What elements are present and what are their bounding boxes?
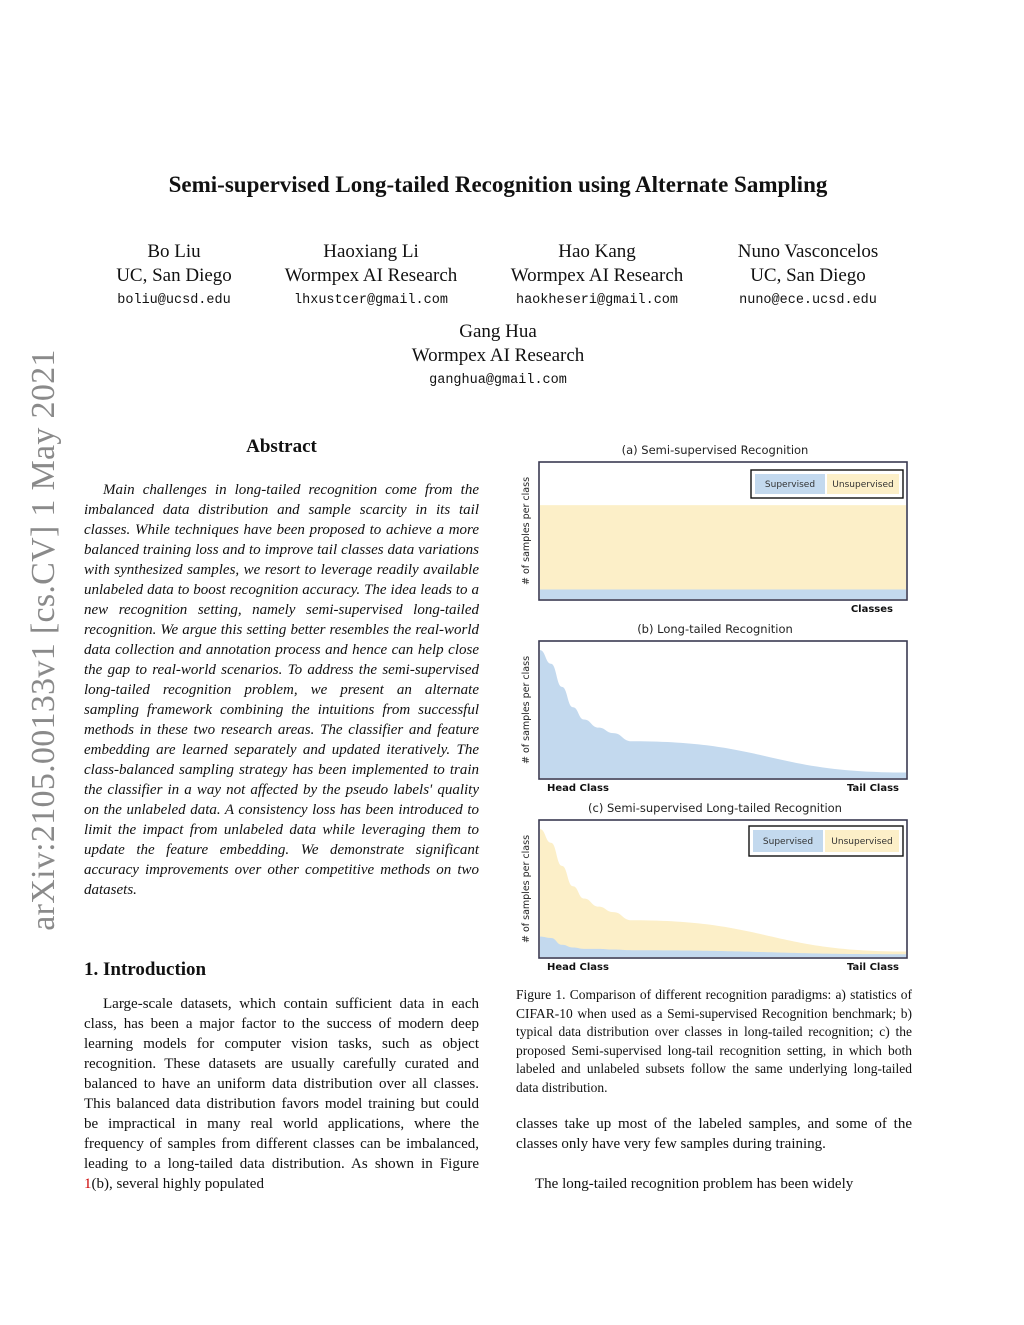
author-email[interactable]: haokheseri@gmail.com	[515, 293, 679, 308]
author-name: Bo Liu	[147, 241, 201, 262]
author-block	[241, 240, 501, 313]
author-block	[678, 240, 938, 313]
legend-label-supervised: Supervised	[764, 480, 816, 490]
chart-b-xtick-head: Head Class	[547, 783, 609, 794]
abstract-heading: Abstract	[246, 436, 317, 457]
chart-c	[521, 801, 907, 973]
author-affiliation: Wormpex AI Research	[510, 265, 684, 286]
author-email[interactable]: ganghua@gmail.com	[429, 373, 567, 388]
chart-a-supervised-area	[540, 589, 906, 599]
author-affiliation: UC, San Diego	[116, 265, 232, 286]
author-name: Nuno Vasconcelos	[737, 241, 879, 262]
chart-c-title: (c) Semi-supervised Long-tailed Recognition	[588, 801, 842, 815]
author-name: Gang Hua	[459, 321, 537, 342]
author-email[interactable]: boliu@ucsd.edu	[117, 293, 231, 308]
author-name: Hao Kang	[558, 241, 636, 262]
author-block	[368, 320, 628, 393]
chart-b-xtick-tail: Tail Class	[846, 783, 899, 794]
figure-reference-link[interactable]: 1	[84, 1176, 92, 1192]
paper-title: Semi-supervised Long-tailed Recognition using Alternate Sampling	[168, 172, 828, 197]
chart-a-unsupervised-area	[540, 505, 906, 599]
chart-a-title: (a) Semi-supervised Recognition	[621, 443, 809, 457]
chart-b-ylabel: # of samples per class	[521, 655, 532, 765]
author-email[interactable]: nuno@ece.ucsd.edu	[739, 293, 877, 308]
chart-a-ylabel: # of samples per class	[521, 476, 532, 586]
intro-text-part: (b), several highly populated	[91, 1176, 264, 1192]
chart-b	[521, 622, 907, 794]
chart-c-xtick-head: Head Class	[547, 962, 609, 973]
author-affiliation: Wormpex AI Research	[411, 345, 585, 366]
legend-label-unsupervised: Unsupervised	[831, 837, 893, 847]
introduction-text	[84, 994, 479, 1194]
chart-c-ylabel: # of samples per class	[521, 834, 532, 944]
chart-c-legend	[749, 826, 903, 856]
author-email[interactable]: lhxustcer@gmail.com	[294, 293, 448, 308]
intro-text-part: Large-scale datasets, which contain sufficient data in each class, has been a major factor to the success of modern deep learning models for computer vision tasks, such as object recognition. These datasets are usually carefully curated and balanced to have an uniform data distribution over all classes. This balanced data distribution favors model training but could be impractical in many real world applications, where the frequency of samples from different classes can be imbalanced, leading to a long-tailed data distribution. As shown in Figure	[84, 996, 479, 1172]
chart-a-legend	[751, 470, 903, 498]
right-column-paragraph: classes take up most of the labeled samples, and some of the classes only have very few samples during training.	[516, 1116, 912, 1152]
legend-label-supervised: Supervised	[762, 837, 814, 847]
chart-b-title: (b) Long-tailed Recognition	[637, 622, 793, 636]
abstract-text: Main challenges in long-tailed recognition come from the imbalanced data distribution and sample scarcity in its tail classes. While techniques have been proposed to achieve a more balanced training loss and to improve tail classes data variations with synthesized samples, we resort to leverage readily available unlabeled data to boost recognition accuracy. The idea leads to a new recognition setting, namely semi-supervised long-tailed recognition. We argue this setting better resembles the real-world data collection and annotation process and hence can help close the gap to real-world scenarios. To address the semi-supervised long-tailed recognition problem, we present an alternate sampling framework combining the intuitions from successful methods in these two research areas. The classifier and feature embedding are learned separately and updated iteratively. The class-balanced sampling strategy has been implemented to train the classifier in a way not affected by the pseudo labels' quality on the unlabeled data. A consistency loss has been introduced to limit the impact from unlabeled data while leveraging them to update the feature embedding. We demonstrate significant accuracy improvements over other competitive methods on two datasets.	[84, 482, 479, 898]
legend-label-unsupervised: Unsupervised	[832, 480, 894, 490]
right-column-paragraph: The long-tailed recognition problem has been widely	[535, 1176, 854, 1192]
chart-a-xlabel: Classes	[850, 604, 893, 615]
author-affiliation: UC, San Diego	[750, 265, 866, 286]
figure-1	[515, 438, 925, 978]
author-affiliation: Wormpex AI Research	[284, 265, 458, 286]
chart-c-xtick-tail: Tail Class	[846, 962, 899, 973]
section-heading: 1. Introduction	[84, 959, 207, 980]
figure-caption: Figure 1. Comparison of different recognition paradigms: a) statistics of CIFAR-10 when used as a Semi-supervised Recognition benchmark; b) typical data distribution over classes in long-tailed recognition; c) the proposed Semi-supervised long-tail recognition setting, in which both labeled and unlabeled subsets follow the same underlying long-tailed data distribution.	[516, 987, 912, 1095]
arxiv-stamp: arXiv:2105.00133v1 [cs.CV] 1 May 2021	[25, 349, 62, 931]
author-name: Haoxiang Li	[323, 241, 419, 262]
chart-a	[521, 443, 907, 615]
